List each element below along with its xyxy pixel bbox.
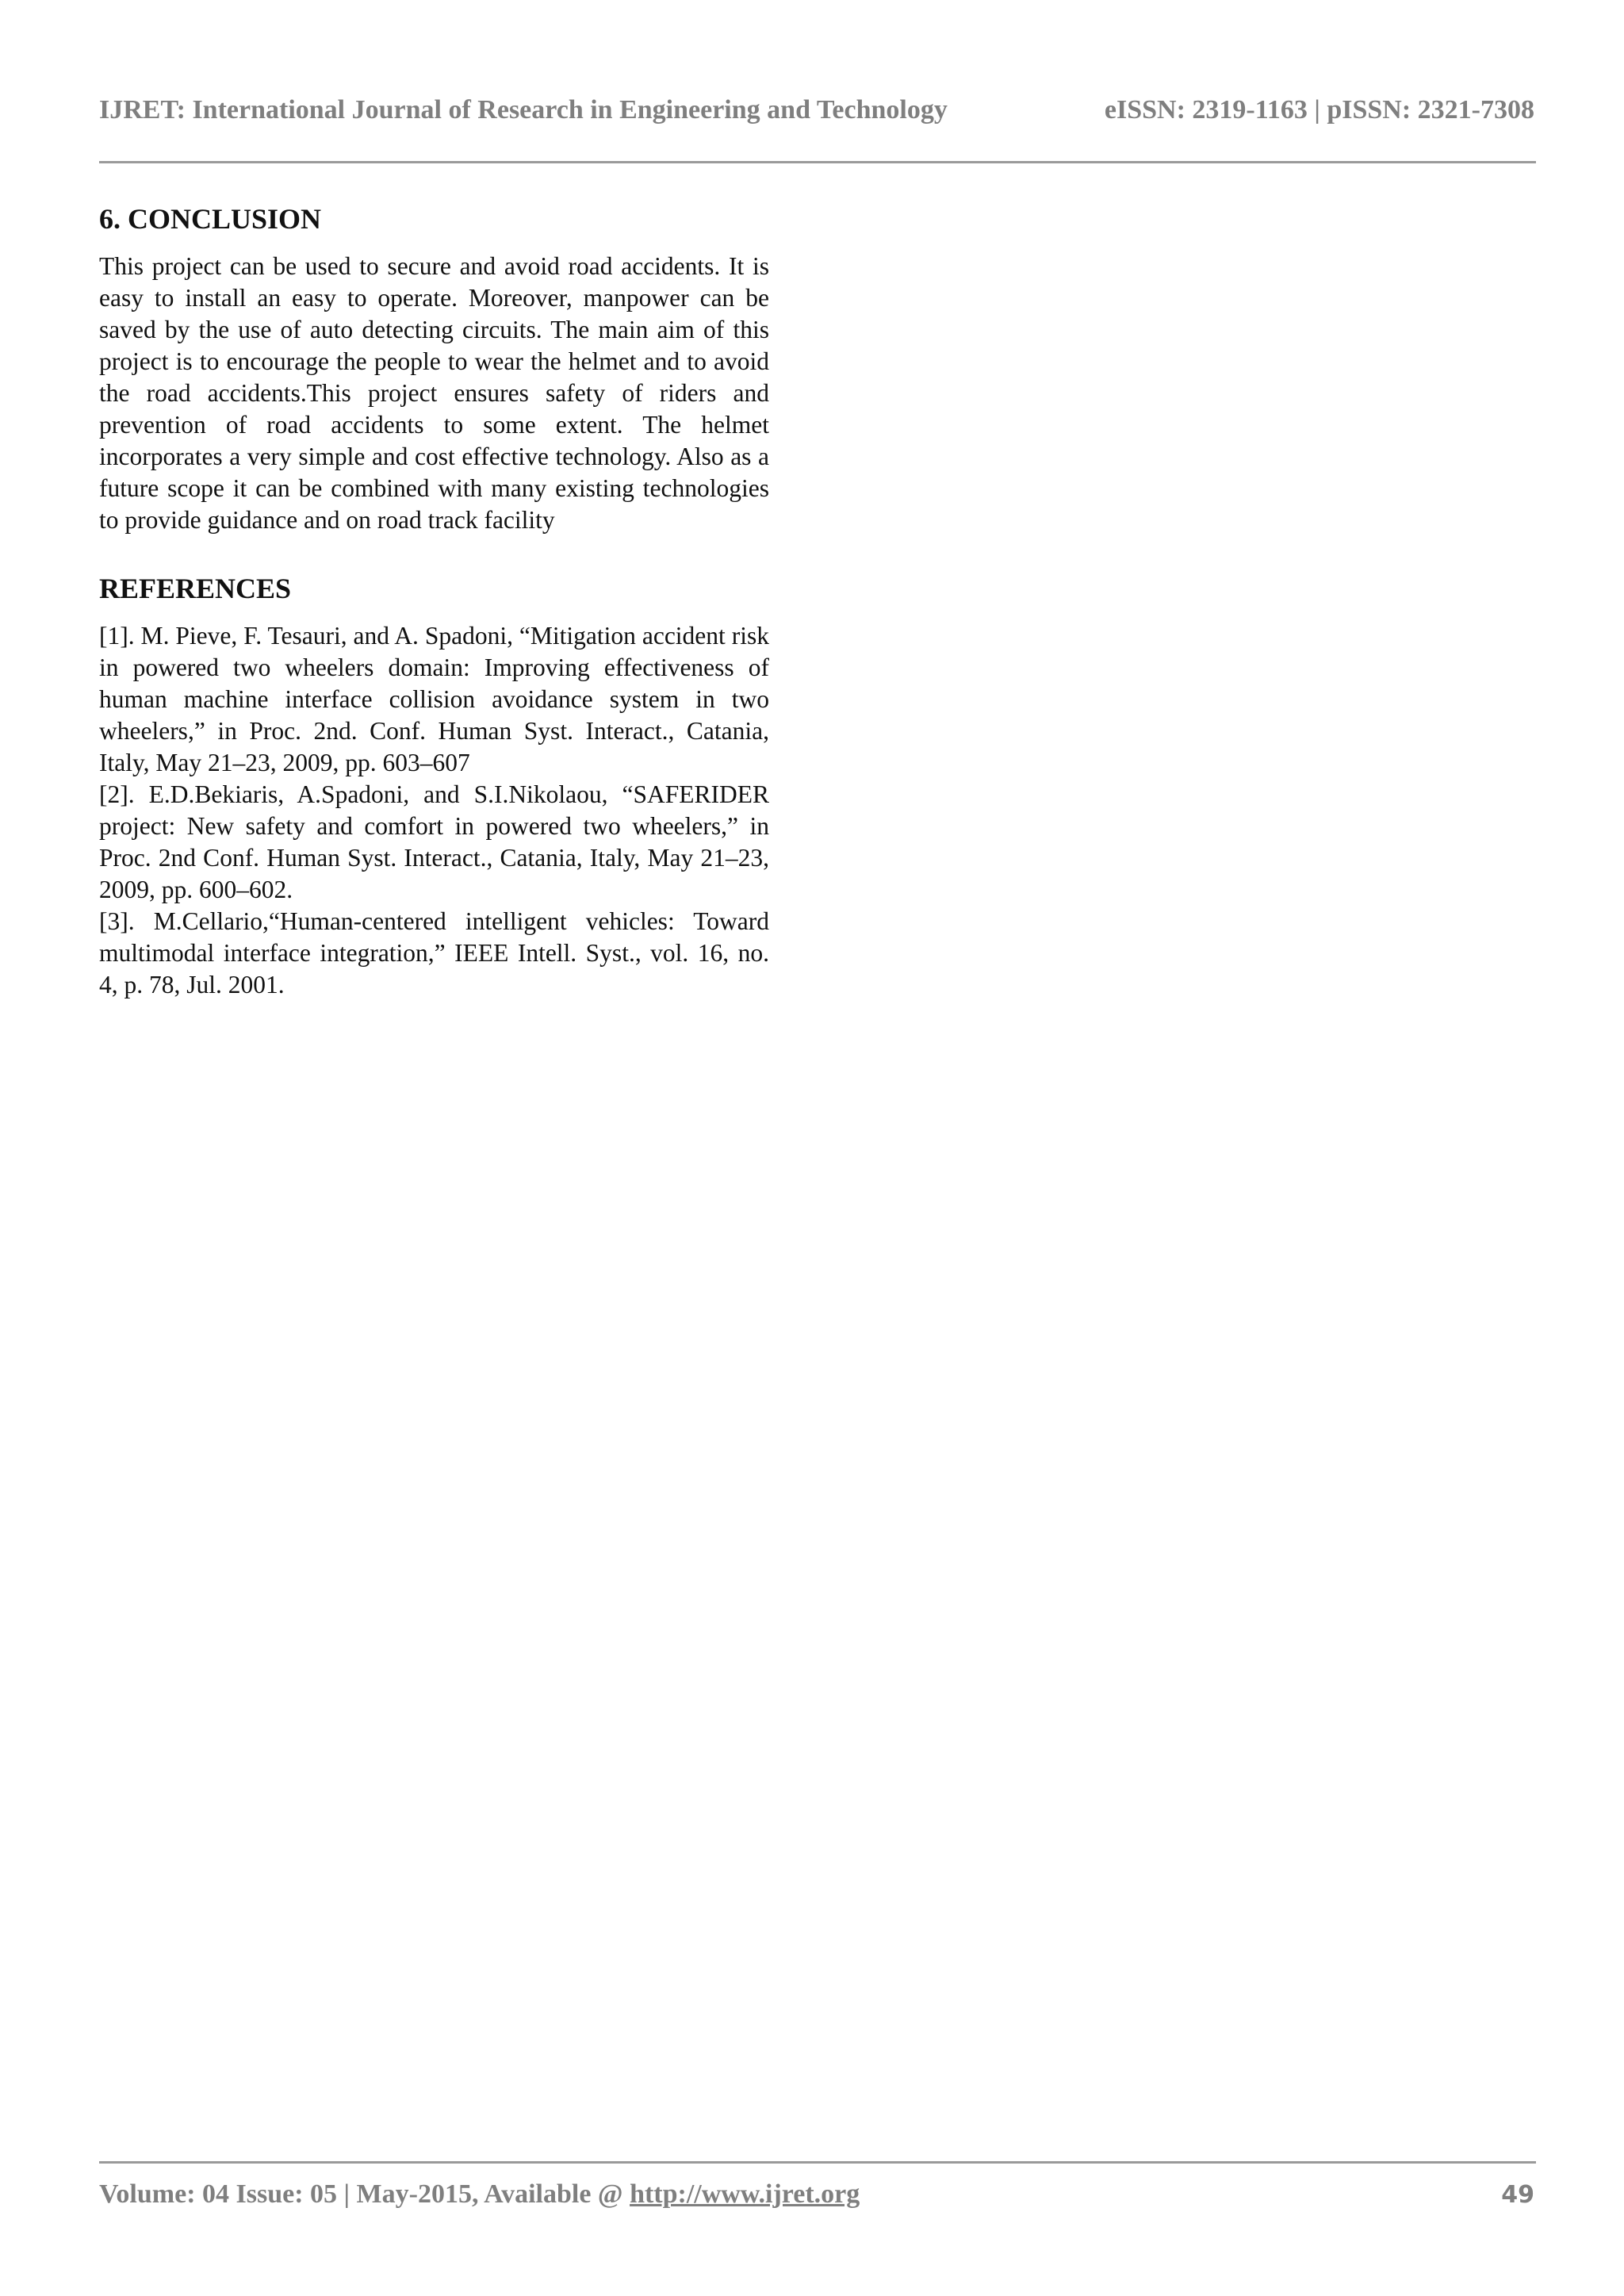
running-footer xyxy=(99,2179,1534,2219)
conclusion-section xyxy=(99,200,769,536)
issn-line: eISSN: 2319-1163 | pISSN: 2321-7308 xyxy=(1104,95,1534,125)
references-heading: REFERENCES xyxy=(99,573,292,604)
journal-link[interactable]: http://www.ijret.org xyxy=(630,2179,860,2209)
conclusion-heading: 6. CONCLUSION xyxy=(99,203,322,235)
running-header xyxy=(99,95,1534,136)
reference-item-1: [1]. M. Pieve, F. Tesauri, and A. Spadoni, “Mitigation accident risk in powered two wheelers domain: Improving effectiveness of human machine interface collision avoidance system in two wheelers,” in Proc. 2nd. Conf. Human Syst. Interact., Catania, Italy, May 21–23, 2009, pp. 603–607 xyxy=(99,622,769,776)
volume-text: Volume: 04 Issue: 05 | May-2015, Available @ xyxy=(99,2179,630,2209)
reference-item-2: [2]. E.D.Bekiaris, A.Spadoni, and S.I.Nikolaou, “SAFERIDER project: New safety and comfort in powered two wheelers,” in Proc. 2nd Conf. Human Syst. Interact., Catania, Italy, May 21–23, 2009, pp. 600–602. xyxy=(99,780,769,903)
volume-info xyxy=(99,2179,860,2210)
page-number: 49 xyxy=(1501,2181,1534,2209)
journal-title: IJRET: International Journal of Research in Engineering and Technology xyxy=(99,95,948,125)
header-divider xyxy=(99,161,1536,163)
reference-item-3: [3]. M.Cellario,“Human-centered intelligent vehicles: Toward multimodal interface integration,” IEEE Intell. Syst., vol. 16, no. 4, p. 78, Jul. 2001. xyxy=(99,907,769,999)
references-section xyxy=(99,569,769,1001)
left-column xyxy=(99,200,769,1001)
footer-divider xyxy=(99,2161,1536,2164)
conclusion-paragraph: This project can be used to secure and avoid road accidents. It is easy to install an easy to operate. Moreover, manpower can be saved by the use of auto detecting circuits. The main aim of this project is to encourage the people to wear the helmet and to avoid the road accidents.This project ensures safety of riders and prevention of road accidents to some extent. The helmet incorporates a very simple and cost effective technology. Also as a future scope it can be combined with many existing technologies to provide guidance and on road track facility xyxy=(99,252,769,534)
